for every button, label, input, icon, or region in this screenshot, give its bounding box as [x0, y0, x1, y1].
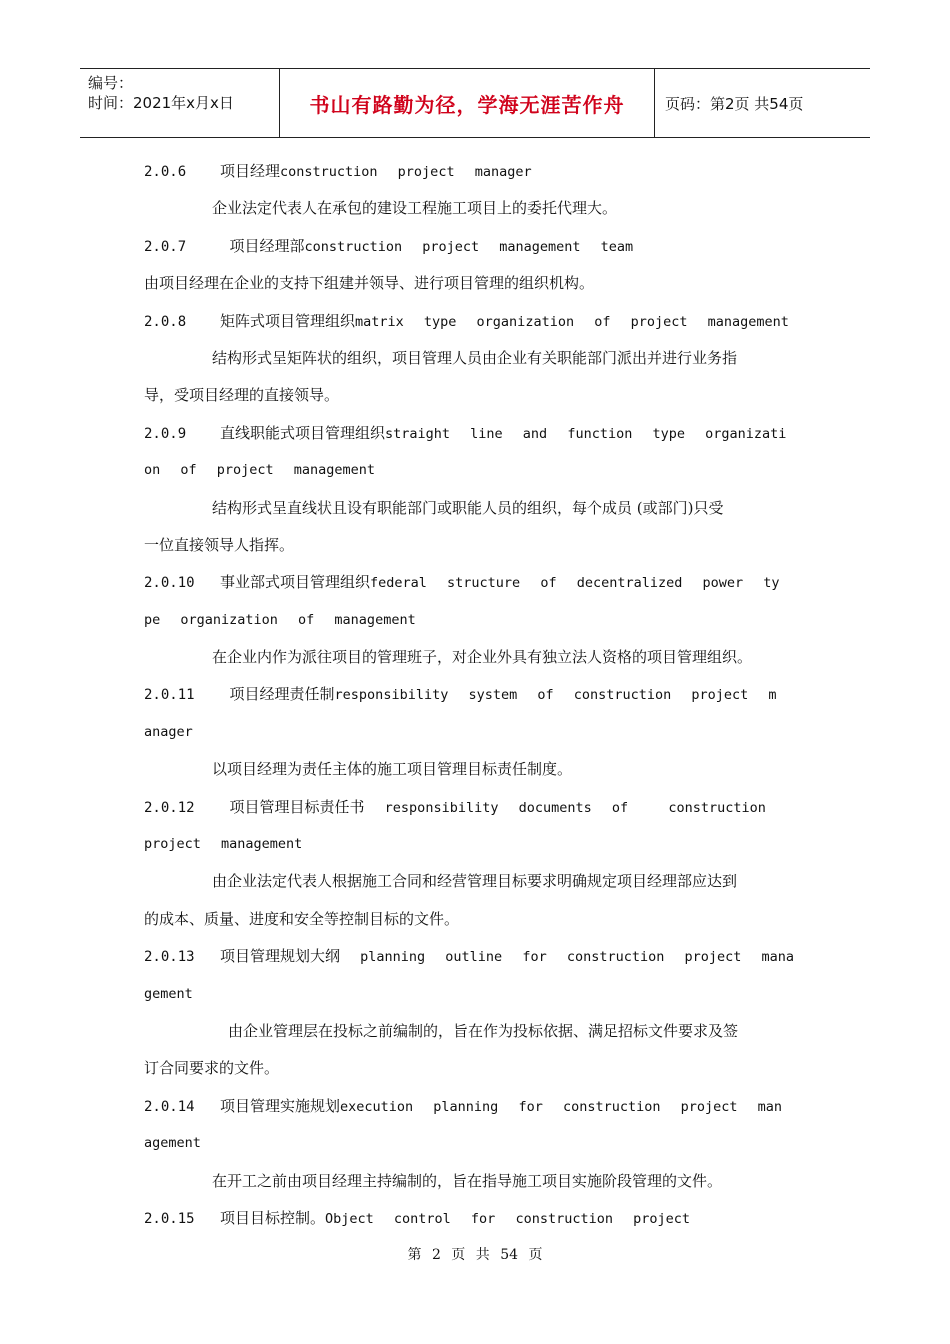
term-number: 2.0.7: [144, 238, 187, 255]
term-english: construction project manager: [280, 164, 532, 180]
header-page-label: 页码：第2页 共54页: [665, 94, 804, 113]
term-chinese: 直线职能式项目管理组织: [220, 423, 386, 442]
term-chinese: 项目管理规划大纲: [220, 947, 341, 966]
term-english: responsibility documents of construction: [364, 799, 766, 816]
term-english-continued: anager: [144, 723, 193, 740]
term-english: federal structure of decentralized power ty: [370, 575, 780, 592]
term-heading: [144, 789, 804, 826]
term-chinese: 项目经理部: [220, 236, 305, 255]
term-heading: [144, 938, 804, 975]
term-chinese: 项目管理目标责任书: [220, 797, 365, 816]
term-heading: [144, 676, 804, 713]
definition-line: 由企业管理层在投标之前编制的，旨在作为投标依据、满足招标文件要求及签: [228, 1021, 739, 1040]
term-heading: [144, 564, 804, 601]
page-header: [80, 68, 870, 138]
term-heading: [144, 153, 804, 190]
definition-line: 在开工之前由项目经理主持编制的，旨在指导施工项目实施阶段管理的文件。: [212, 1171, 723, 1190]
definition-line: 由项目经理在企业的支持下组建并领导、进行项目管理的组织机构。: [144, 274, 595, 293]
term-chinese: 事业部式项目管理组织: [220, 573, 371, 592]
header-meta: [80, 69, 280, 137]
term-english: Object control for construction project: [325, 1210, 690, 1227]
document-body: [144, 153, 804, 1237]
term-heading: [144, 415, 804, 452]
definition-line: 一位直接领导人指挥。: [144, 535, 295, 554]
header-motto: 书山有路勤为径，学海无涯苦作舟: [280, 69, 655, 137]
term-number: 2.0.8: [144, 313, 187, 330]
definition-line: 由企业法定代表人根据施工合同和经营管理目标要求明确规定项目经理部应达到: [212, 872, 738, 891]
term-number: 2.0.15: [144, 1210, 195, 1227]
page-footer: 第 2 页 共 54 页: [407, 1247, 543, 1263]
term-english: construction project management team: [304, 238, 634, 255]
term-english: planning outline for construction project mana: [340, 949, 795, 966]
term-chinese: 项目目标控制。: [220, 1208, 326, 1227]
term-chinese: 项目管理实施规划: [220, 1096, 341, 1115]
term-number: 2.0.10: [144, 575, 195, 592]
term-number: 2.0.6: [144, 164, 187, 180]
term-english: matrix type organization of project management: [355, 313, 789, 330]
term-english-continued: project management: [144, 836, 303, 853]
definition-line: 导，受项目经理的直接领导。: [144, 386, 340, 405]
term-heading: [144, 1200, 804, 1237]
code-label: 编号：: [88, 74, 134, 92]
term-number: 2.0.14: [144, 1098, 195, 1115]
term-english: execution planning for construction project man: [340, 1098, 783, 1115]
definition-line: 以项目经理为责任主体的施工项目管理目标责任制度。: [212, 760, 573, 779]
term-number: 2.0.11: [144, 687, 195, 704]
term-number: 2.0.9: [144, 425, 187, 442]
term-heading: [144, 1088, 804, 1125]
term-number: 2.0.12: [144, 799, 195, 816]
term-english-continued: agement: [144, 1135, 201, 1152]
term-chinese: 项目经理: [220, 162, 281, 180]
definition-line: 在企业内作为派往项目的管理班子，对企业外具有独立法人资格的项目管理组织。: [212, 648, 753, 667]
term-english-continued: gement: [144, 985, 193, 1002]
definition-line: 订合同要求的文件。: [144, 1059, 280, 1078]
definition-line: 结构形式呈矩阵状的组织，项目管理人员由企业有关职能部门派出并进行业务指: [212, 348, 738, 367]
term-english-continued: pe organization of management: [144, 611, 416, 628]
definition-line: 结构形式呈直线状且设有职能部门或职能人员的组织，每个成员 (或部门)只受: [212, 498, 724, 517]
term-chinese: 项目经理责任制: [220, 685, 335, 704]
term-english: straight line and function type organizati: [385, 425, 787, 442]
term-chinese: 矩阵式项目管理组织: [220, 311, 356, 330]
definition-line: 企业法定代表人在承包的建设工程施工项目上的委托代理大。: [212, 199, 618, 218]
term-heading: [144, 228, 804, 265]
term-heading: [144, 303, 804, 340]
term-english: responsibility system of construction project m: [334, 687, 777, 704]
date-label: 时间：2021年x月x日: [88, 94, 234, 112]
definition-line: 的成本、质量、进度和安全等控制目标的文件。: [144, 909, 460, 928]
term-english-continued: on of project management: [144, 462, 376, 479]
term-number: 2.0.13: [144, 949, 195, 966]
